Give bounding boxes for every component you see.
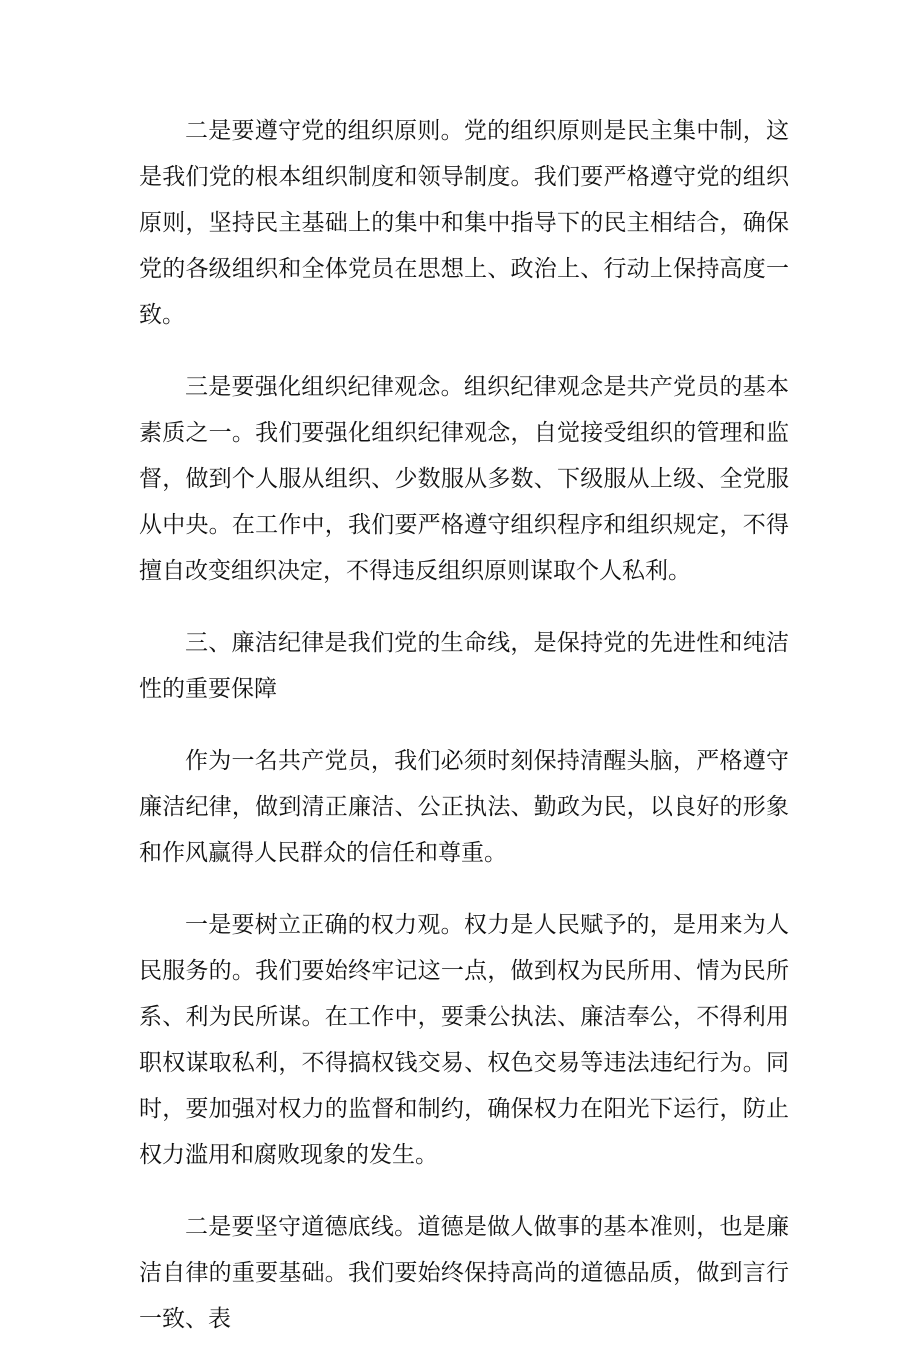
- paragraph-integrity-intro: 作为一名共产党员，我们必须时刻保持清醒头脑，严格遵守廉洁纪律，做到清正廉洁、公正执法、勤政为民，以良好的形象和作风赢得人民群众的信任和尊重。: [139, 748, 789, 866]
- paragraph-moral-bottom-line: 二是要坚守道德底线。道德是做人做事的基本准则，也是廉洁自律的重要基础。我们要始终保持高尚的道德品质，做到言行一致、表: [139, 1214, 789, 1332]
- paragraph-organization-principle: 二是要遵守党的组织原则。党的组织原则是民主集中制，这是我们党的根本组织制度和领导制度。我们要严格遵守党的组织原则，坚持民主基础上的集中和集中指导下的民主相结合，确保党的各级组织和全体党员在思想上、政治上、行动上保持高度一致。: [139, 118, 789, 328]
- paragraph-organization-discipline: 三是要强化组织纪律观念。组织纪律观念是共产党员的基本素质之一。我们要强化组织纪律观念，自觉接受组织的管理和监督，做到个人服从组织、少数服从多数、下级服从上级、全党服从中央。在工作中，我们要严格遵守组织程序和组织规定，不得擅自改变组织决定，不得违反组织原则谋取个人私利。: [139, 374, 789, 584]
- section-heading-integrity-discipline: 三、廉洁纪律是我们党的生命线，是保持党的先进性和纯洁性的重要保障: [139, 630, 789, 702]
- paragraph-power-view: 一是要树立正确的权力观。权力是人民赋予的，是用来为人民服务的。我们要始终牢记这一点，做到权为民所用、情为民所系、利为民所谋。在工作中，要秉公执法、廉洁奉公，不得利用职权谋取私利，不得搞权钱交易、权色交易等违法违纪行为。同时，要加强对权力的监督和制约，确保权力在阳光下运行，防止权力滥用和腐败现象的发生。: [139, 912, 789, 1168]
- document-body: [139, 108, 789, 1368]
